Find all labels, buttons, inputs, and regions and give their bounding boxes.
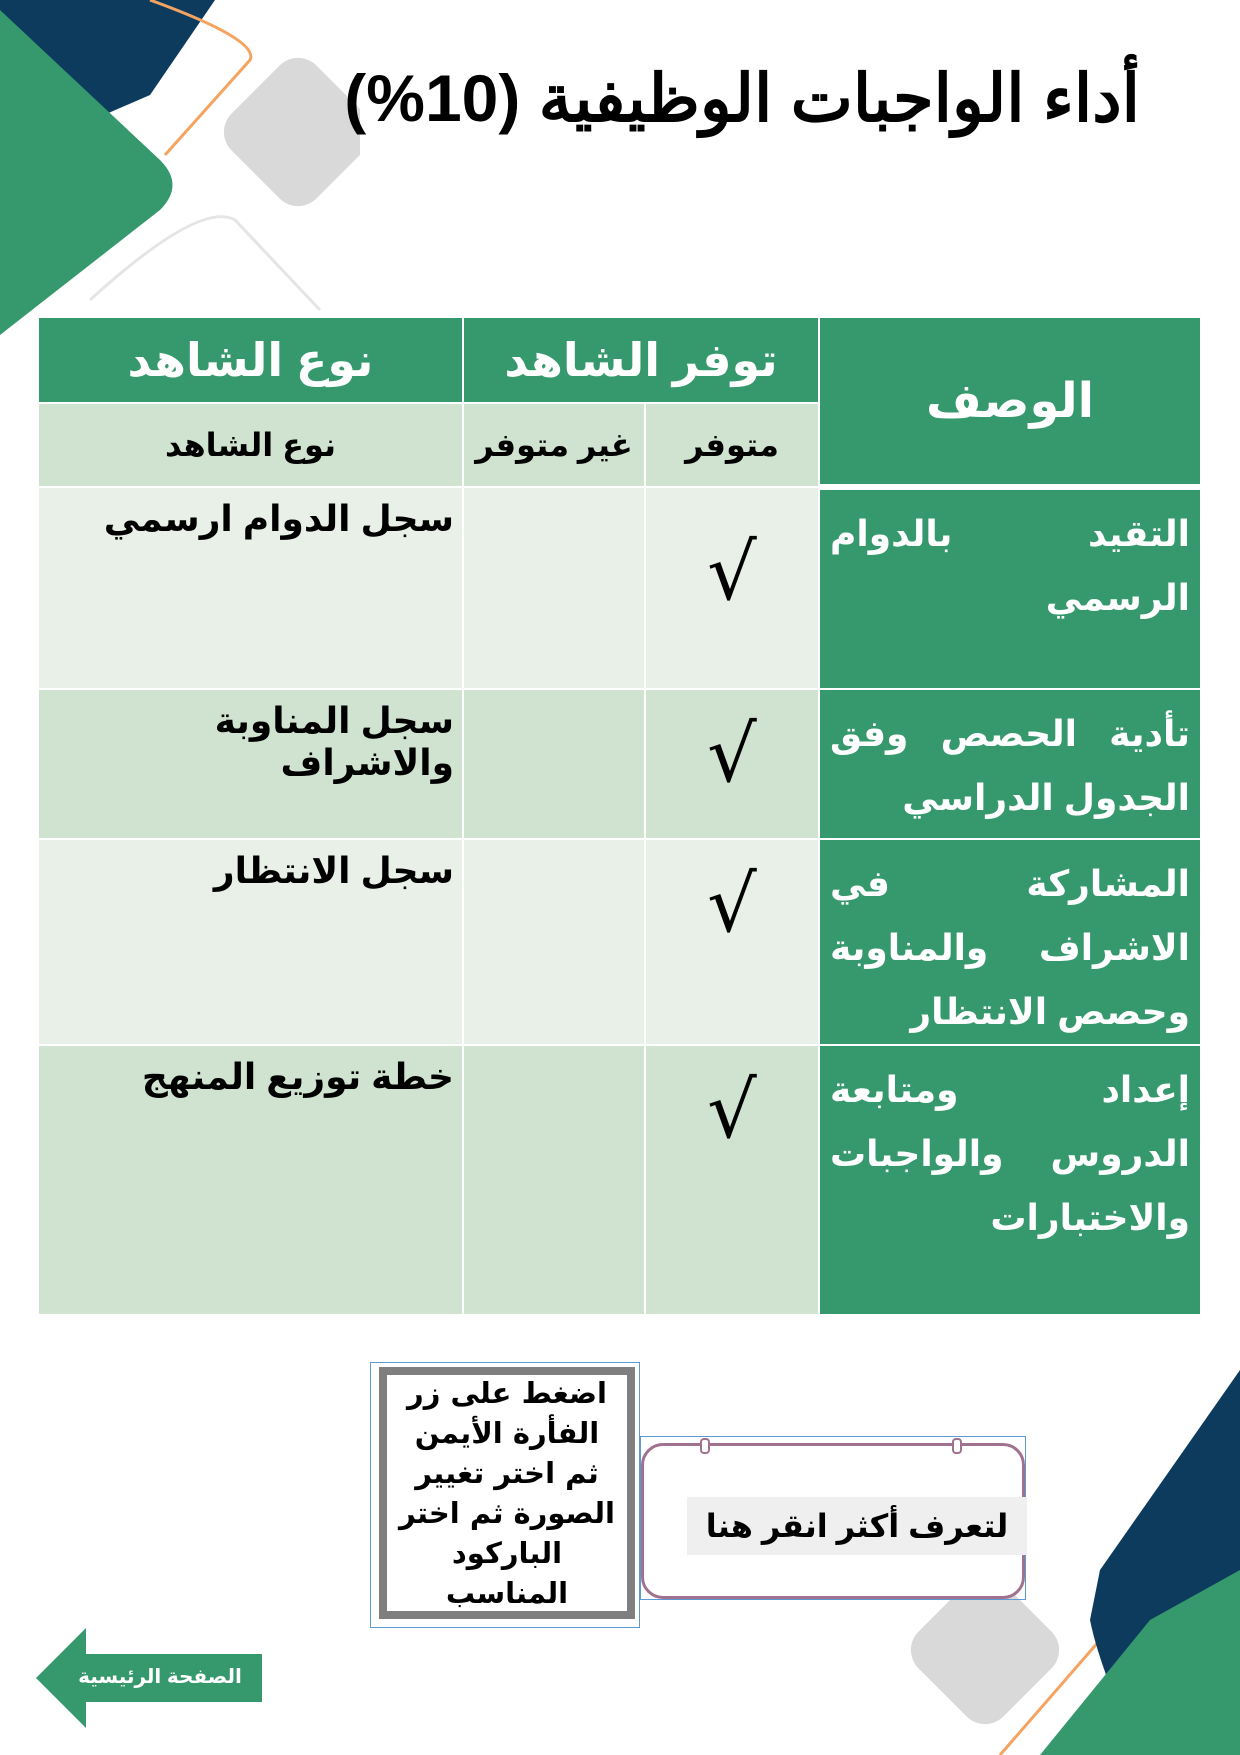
subheader-evidence-type: نوع الشاهد	[38, 403, 463, 487]
row-description: المشاركة في الاشراف والمناوبة وحصص الانتظار	[819, 839, 1201, 1045]
evidence-type: سجل الدوام ارسمي	[38, 487, 463, 689]
subheader-available: متوفر	[645, 403, 819, 487]
table-row	[38, 839, 1201, 1045]
not-available-cell	[463, 487, 645, 689]
row-description: إعداد ومتابعة الدروس والواجبات والاختبارات	[819, 1045, 1201, 1315]
not-available-cell	[463, 689, 645, 839]
not-available-cell	[463, 839, 645, 1045]
subheader-not-available: غير متوفر	[463, 403, 645, 487]
learn-more-scroll[interactable]	[640, 1436, 1026, 1600]
row-description: التقيد بالدوام الرسمي	[819, 487, 1201, 689]
table-row	[38, 487, 1201, 689]
scroll-tabs-icon	[641, 1437, 1025, 1467]
learn-more-link[interactable]: لتعرف أكثر انقر هنا	[687, 1497, 1027, 1555]
table-row	[38, 1045, 1201, 1315]
row-description: تأدية الحصص وفق الجدول الدراسي	[819, 689, 1201, 839]
header-description: الوصف	[819, 317, 1201, 487]
header-evidence-type: نوع الشاهد	[38, 317, 463, 403]
top-left-decoration	[0, 0, 360, 340]
check-mark-icon: √	[645, 1045, 819, 1315]
qr-placeholder-text: اضغط على زر الفأرة الأيمن ثم اختر تغيير الصورة ثم اختر الباركود المناسب	[379, 1367, 635, 1619]
check-mark-icon: √	[645, 689, 819, 839]
check-mark-icon: √	[645, 487, 819, 689]
evidence-type: سجل الانتظار	[38, 839, 463, 1045]
page-title: أداء الواجبات الوظيفية (10%)	[344, 61, 1140, 135]
check-mark-icon: √	[645, 839, 819, 1045]
evidence-type: خطة توزيع المنهج	[38, 1045, 463, 1315]
table-row	[38, 689, 1201, 839]
home-button-label[interactable]: الصفحة الرئيسية	[78, 1666, 242, 1688]
evidence-type: سجل المناوبة والاشراف	[38, 689, 463, 839]
evidence-table	[37, 316, 1202, 1316]
qr-image-placeholder[interactable]	[370, 1362, 640, 1628]
not-available-cell	[463, 1045, 645, 1315]
header-availability: توفر الشاهد	[463, 317, 819, 403]
table-header-row	[38, 317, 1201, 403]
